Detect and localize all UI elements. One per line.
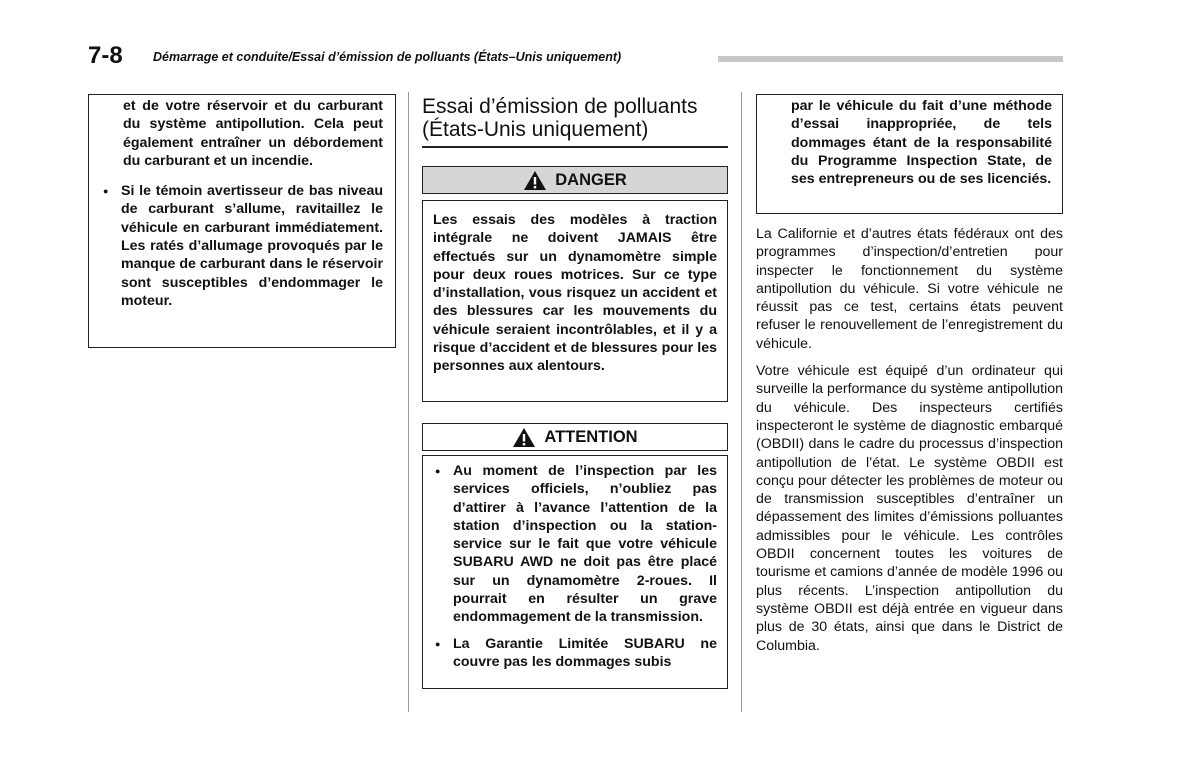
danger-label: DANGER: [555, 170, 627, 189]
body-paragraph: Votre véhicule est équipé d’un ordinateur qui surveille la performance du système antipollution du véhicule. Des inspecteurs certifiés inspecteront le système de diagnostic embarqué (OBDII) dans le cadre du processus d’inspection antipollution de l’état. Le système OBDII est conçu pour détecter les problèmes de moteur ou de transmission susceptibles d’entraîner un dépassement des limites d’émissions polluantes admissibles pour le véhicule. Les contrôles OBDII concernent toutes les voitures de tourisme et camions d’année de modèle 1996 ou plus récents. L’inspection antipollution du système OBDII est déjà entrée en vigueur dans plus de 30 états, ainsi que dans le District de Columbia.: [756, 363, 1063, 654]
attention-label: ATTENTION: [544, 427, 638, 446]
column-divider-2: [741, 92, 742, 712]
attention-bullet: ● Au moment de l’inspection par les services officiels, n’oubliez pas d’attirer à l’avance l’attention de la station d’inspection ou la station-service sur le fait que votre véhicule SUBARU AWD ne doit pas être placé sur un dynamomètre 2-roues. Il pourrait en résulter un grave endommagement de la transmission.: [433, 462, 717, 627]
continued-attention-box: [756, 94, 1063, 214]
column-divider-1: [408, 92, 409, 712]
attention-banner: [422, 423, 728, 451]
caution-bullet: ● Si le témoin avertisseur de bas niveau de carburant s’allume, ravitaillez le véhicule en carburant immédiatement. Les ratés d’allumage provoqués par le manque de carburant dans le réservoir sont susceptibles d’endommager le moteur.: [101, 182, 383, 310]
danger-text: Les essais des modèles à traction intégrale ne doivent JAMAIS être effectués sur un dynamomètre simple pour deux roues motrices. Sur ce type d’installation, vous risquez un accident et des blessures car les mouvements du véhicule seraient incontrôlables, et il y a risque d’accident et de blessures pour les personnes aux alentours.: [433, 212, 717, 375]
danger-banner: [422, 166, 728, 194]
section-title: Essai d’émission de polluants (États-Unis uniquement): [422, 95, 698, 141]
danger-box: [422, 200, 728, 402]
attention-bullet-list: [433, 462, 717, 671]
continued-caution-box: [88, 94, 396, 348]
attention-box: [422, 455, 728, 689]
warning-triangle-icon: [523, 170, 547, 191]
continued-attention-text: par le véhicule du fait d’une méthode d’essai inappropriée, de tels dommages étant de la responsabilité du Programme Inspection State, de ses entrepreneurs ou de ses licenciés.: [791, 98, 1052, 188]
caution-bullet-list: [101, 182, 383, 310]
body-paragraph: La Californie et d’autres états fédéraux ont des programmes d’inspection/d’entretien pour inspecter le fonctionnement du système antipollution du véhicule. Si votre véhicule ne réussit pas ce test, certains états peuvent refuser le renouvellement de l’enregistrement du véhicule.: [756, 226, 1063, 352]
section-title-rule: [422, 146, 728, 148]
warning-triangle-icon: [512, 427, 536, 448]
running-title: Démarrage et conduite/Essai d’émission de polluants (États–Unis uniquement): [153, 50, 622, 64]
attention-bullet: ● La Garantie Limitée SUBARU ne couvre pas les dommages subis: [433, 635, 717, 672]
body-text: [756, 225, 1063, 655]
continued-caution-text: et de votre réservoir et du carburant du système antipollution. Cela peut également entraîner un débordement du carburant et un incendie.: [123, 98, 383, 169]
header-rule: [718, 56, 1063, 62]
page-header: [88, 42, 1063, 70]
page-number: 7-8: [88, 42, 123, 69]
